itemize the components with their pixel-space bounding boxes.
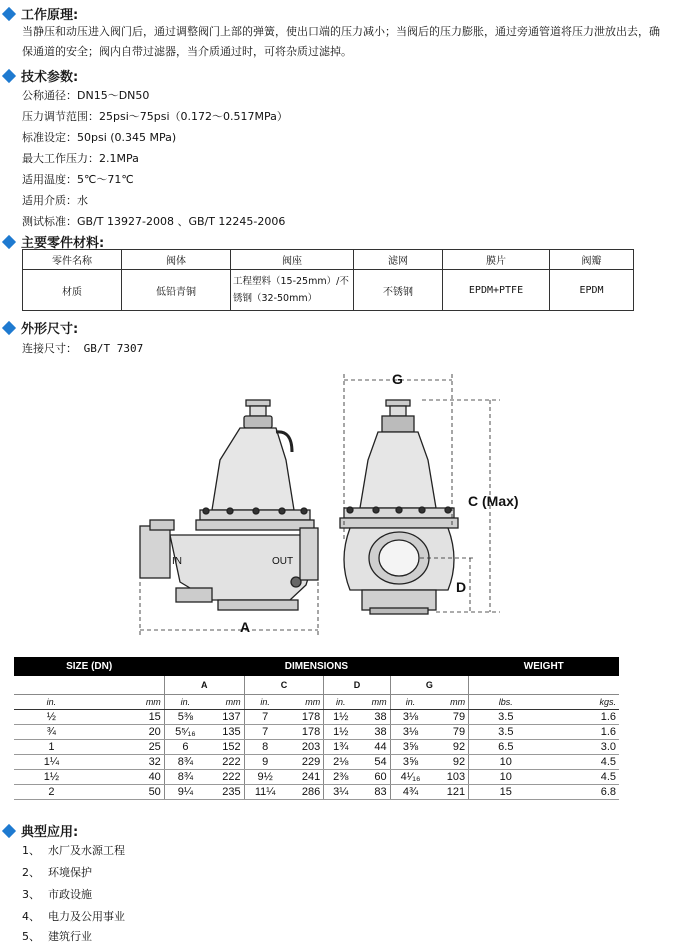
table-cell: EPDM+PTFE (443, 270, 550, 311)
table-cell: 38 (357, 710, 390, 725)
dimensions-table (14, 657, 619, 800)
valve-front-view (340, 400, 458, 614)
diamond-bullet-icon (2, 6, 16, 20)
table-cell: 20 (89, 725, 165, 740)
section-title-applications: 典型应用: (4, 821, 78, 840)
table-cell: 3.5 (469, 710, 543, 725)
group-header: D (324, 676, 390, 695)
table-group-row (14, 676, 619, 695)
unit-cell: mm (286, 695, 324, 710)
label-out: OUT (272, 556, 294, 567)
table-header-cell: 阀瓣 (550, 250, 634, 270)
table-cell: EPDM (550, 270, 634, 311)
unit-cell: lbs. (469, 695, 543, 710)
section-title-dimensions: 外形尺寸: (4, 318, 78, 337)
table-cell: 8¾ (164, 770, 206, 785)
table-cell: 83 (357, 785, 390, 800)
principle-text: 当静压和动压进入阀门后，通过调整阀门上部的弹簧，使出口端的压力减小；当阀后的压力膨胀，通过旁通管道将压力泄放出去，确保通道的安全；阀内自带过滤器，当介质通过时，可将杂质过滤掉。 (22, 25, 660, 58)
label-dim-a: A (240, 619, 251, 635)
table-cell: 1¼ (14, 755, 89, 770)
list-item: 4、 电力及公用事业 (22, 910, 125, 923)
table-cell: 7 (244, 725, 286, 740)
table-row (14, 725, 619, 740)
table-cell: 1½ (14, 770, 89, 785)
table-cell: 1½ (324, 725, 357, 740)
unit-cell: mm (206, 695, 244, 710)
spec-line: 标准设定：50psi (0.345 MPa) (22, 131, 177, 144)
table-cell: 3⅝ (390, 740, 430, 755)
table-cell: 6 (164, 740, 206, 755)
table-cell: 121 (430, 785, 468, 800)
spec-line: 压力调节范围：25psi～75psi（0.172～0.517MPa） (22, 110, 288, 123)
table-cell: 50 (89, 785, 165, 800)
table-row (14, 785, 619, 800)
table-cell: 4¹⁄₁₆ (390, 770, 430, 785)
spec-line: 测试标准：GB/T 13927-2008 、GB/T 12245-2006 (22, 215, 286, 228)
table-cell: 40 (89, 770, 165, 785)
section-title-specs: 技术参数: (4, 66, 78, 85)
table-cell: 9¼ (164, 785, 206, 800)
table-header-row (14, 657, 619, 676)
label-in: IN (172, 556, 182, 567)
table-header-cell: 滤网 (354, 250, 443, 270)
table-row (14, 770, 619, 785)
table-header-cell: 阀座 (231, 250, 354, 270)
table-row (14, 755, 619, 770)
table-header-cell: 阀体 (122, 250, 231, 270)
diamond-bullet-icon (2, 68, 16, 82)
diamond-bullet-icon (2, 823, 16, 837)
table-cell: 3⅛ (390, 710, 430, 725)
table-cell: 4.5 (543, 755, 619, 770)
table-cell: 135 (206, 725, 244, 740)
table-cell: 不锈钢 (354, 270, 443, 311)
list-item: 3、 市政设施 (22, 888, 92, 901)
table-header-cell: 膜片 (443, 250, 550, 270)
label-dim-g: G (392, 371, 403, 387)
table-cell: 9 (244, 755, 286, 770)
table-cell: 8¾ (164, 755, 206, 770)
table-cell: 222 (206, 755, 244, 770)
table-cell: 60 (357, 770, 390, 785)
table-row (23, 250, 634, 270)
table-cell: 6.5 (469, 740, 543, 755)
table-cell: 32 (89, 755, 165, 770)
table-cell: 137 (206, 710, 244, 725)
diamond-bullet-icon (2, 320, 16, 334)
table-cell: ¾ (14, 725, 89, 740)
unit-cell: in. (390, 695, 430, 710)
spec-line: 适用温度：5℃～71℃ (22, 173, 134, 186)
table-row (14, 710, 619, 725)
unit-cell: in. (164, 695, 206, 710)
connection-text: 连接尺寸： GB/T 7307 (22, 342, 144, 355)
table-cell: 4.5 (543, 770, 619, 785)
table-cell: 1½ (324, 710, 357, 725)
valve-side-view (140, 400, 318, 610)
table-cell: 286 (286, 785, 324, 800)
table-cell: 44 (357, 740, 390, 755)
table-cell: 92 (430, 755, 468, 770)
table-cell: 222 (206, 770, 244, 785)
table-cell: 11¼ (244, 785, 286, 800)
spec-line: 适用介质：水 (22, 194, 88, 207)
valve-drawing (0, 360, 691, 650)
materials-table (22, 249, 634, 311)
table-cell: 241 (286, 770, 324, 785)
weight-header: WEIGHT (469, 657, 619, 676)
table-cell: 229 (286, 755, 324, 770)
table-cell: 2⅛ (324, 755, 357, 770)
spec-line: 公称通径：DN15～DN50 (22, 89, 150, 102)
table-cell: 6.8 (543, 785, 619, 800)
table-cell: 3⅛ (390, 725, 430, 740)
unit-cell: in. (14, 695, 89, 710)
table-cell: 3⅝ (390, 755, 430, 770)
table-unit-row (14, 695, 619, 710)
table-header-cell: 零件名称 (23, 250, 122, 270)
dimensions-header: DIMENSIONS (164, 657, 468, 676)
table-cell: 10 (469, 770, 543, 785)
section-title-principle: 工作原理: (4, 4, 78, 23)
table-cell: ½ (14, 710, 89, 725)
table-cell: 79 (430, 725, 468, 740)
size-header: SIZE (DN) (14, 657, 164, 676)
table-cell: 9½ (244, 770, 286, 785)
table-cell: 2⅜ (324, 770, 357, 785)
table-cell: 8 (244, 740, 286, 755)
table-cell: 92 (430, 740, 468, 755)
table-cell: 5⁵⁄₁₆ (164, 725, 206, 740)
table-row (23, 270, 634, 311)
table-cell: 103 (430, 770, 468, 785)
table-cell: 178 (286, 725, 324, 740)
table-cell: 1.6 (543, 710, 619, 725)
table-cell: 3¼ (324, 785, 357, 800)
table-cell: 152 (206, 740, 244, 755)
table-cell: 38 (357, 725, 390, 740)
table-cell: 材质 (23, 270, 122, 311)
unit-cell: in. (324, 695, 357, 710)
section-title-materials: 主要零件材料: (4, 232, 104, 251)
table-cell: 4¾ (390, 785, 430, 800)
list-item: 5、 建筑行业 (22, 930, 92, 943)
unit-cell: kgs. (543, 695, 619, 710)
table-cell: 5⅜ (164, 710, 206, 725)
table-cell: 25 (89, 740, 165, 755)
table-row (14, 740, 619, 755)
unit-cell: mm (430, 695, 468, 710)
table-cell: 1 (14, 740, 89, 755)
table-cell: 235 (206, 785, 244, 800)
table-cell: 1.6 (543, 725, 619, 740)
table-cell: 79 (430, 710, 468, 725)
table-cell: 10 (469, 755, 543, 770)
label-dim-c: C (Max) (468, 493, 519, 509)
diamond-bullet-icon (2, 234, 16, 248)
group-header: G (390, 676, 468, 695)
spec-line: 最大工作压力：2.1MPa (22, 152, 139, 165)
list-item: 1、 水厂及水源工程 (22, 844, 125, 857)
table-cell: 15 (89, 710, 165, 725)
table-cell: 工程塑料（15-25mm）/不锈钢（32-50mm） (231, 270, 354, 311)
table-cell: 低铅青铜 (122, 270, 231, 311)
table-cell: 203 (286, 740, 324, 755)
table-cell: 178 (286, 710, 324, 725)
group-header: A (164, 676, 244, 695)
table-cell: 2 (14, 785, 89, 800)
group-header: C (244, 676, 324, 695)
table-cell: 1¾ (324, 740, 357, 755)
unit-cell: in. (244, 695, 286, 710)
table-cell: 54 (357, 755, 390, 770)
table-cell: 15 (469, 785, 543, 800)
list-item: 2、 环境保护 (22, 866, 92, 879)
label-dim-d: D (456, 579, 467, 595)
unit-cell: mm (357, 695, 390, 710)
table-cell: 3.5 (469, 725, 543, 740)
table-cell: 3.0 (543, 740, 619, 755)
table-cell: 7 (244, 710, 286, 725)
unit-cell: mm (89, 695, 165, 710)
